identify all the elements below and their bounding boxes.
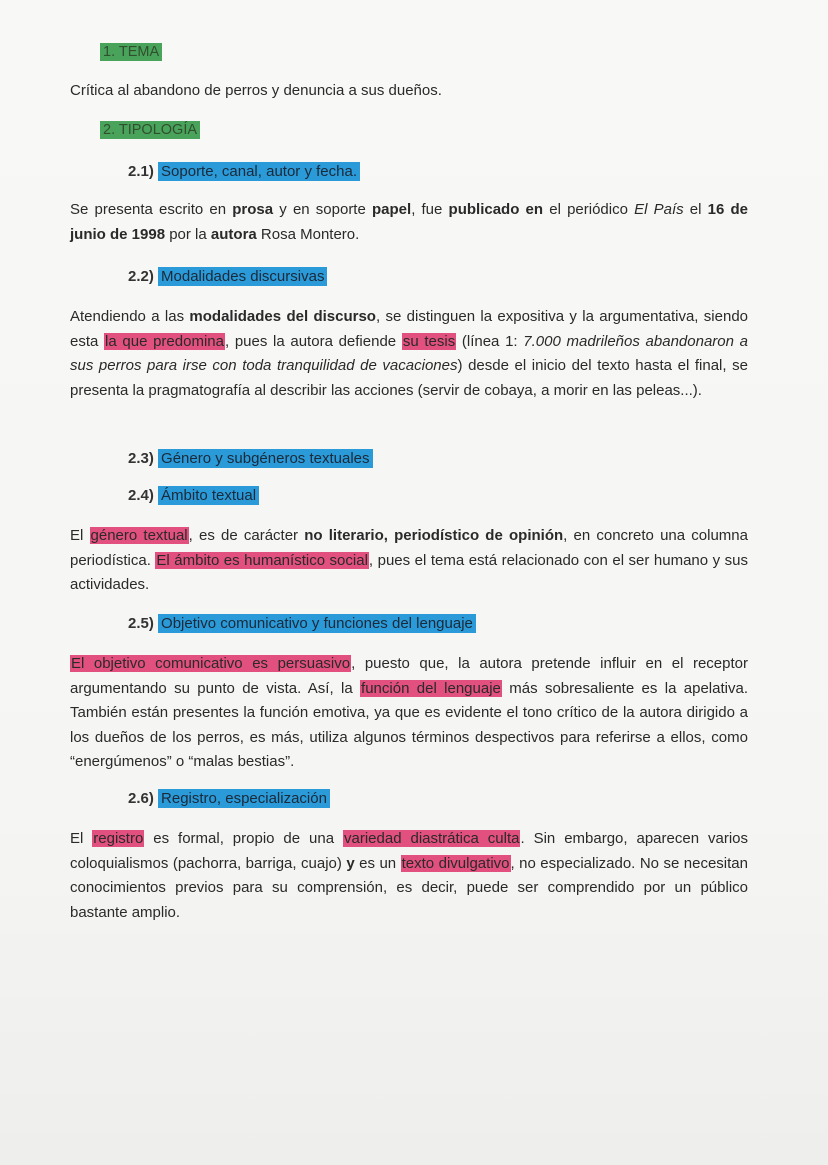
paragraph-2-5: El objetivo comunicativo es persuasivo, puesto que, la autora pretende influir en el receptor argumentando su punto de vista. Así, la función del lenguaje más sobresaliente es la apelativa. También están presentes la función emotiva, ya que es evidente el tono crítico de la autora dirigido a los dueños de los perros, es más, utiliza algunos términos despectivos para referirse a ellos, como “energúmenos” o “malas bestias”. xyxy=(70,655,748,770)
heading-2-6: 2.6) Registro, especialización xyxy=(128,790,330,807)
heading-2-4: 2.4) Ámbito textual xyxy=(128,487,259,504)
paragraph-2-1: Se presenta escrito en prosa y en soporte papel, fue publicado en el periódico El País el 16 de junio de 1998 por la autora Rosa Montero. xyxy=(70,201,749,243)
tema-text: Crítica al abandono de perros y denuncia a sus dueños. xyxy=(70,82,442,99)
heading-2-3: 2.3) Género y subgéneros textuales xyxy=(128,450,373,467)
heading-2-5: 2.5) Objetivo comunicativo y funciones del lenguaje xyxy=(128,615,476,632)
heading-2-2: 2.2) Modalidades discursivas xyxy=(128,268,327,285)
heading-tipologia: 2. TIPOLOGÍA xyxy=(100,122,200,138)
heading-2-1: 2.1) Soporte, canal, autor y fecha. xyxy=(128,163,360,180)
paragraph-2-6: El registro es formal, propio de una variedad diastrática culta. Sin embargo, aparecen varios coloquialismos (pachorra, barriga, cuajo) y es un texto divulgativo, no especializado. No se necesitan conocimientos previos para su comprensión, es decir, puede ser comprendido por un público bastante amplio. xyxy=(70,830,748,921)
paragraph-2-4: El género textual, es de carácter no literario, periodístico de opinión, en concreto una columna periodística. El ámbito es humanístico social, pues el tema está relacionado con el ser humano y sus actividades. xyxy=(70,527,749,593)
heading-tema: 1. TEMA xyxy=(100,44,162,60)
paragraph-2-2: Atendiendo a las modalidades del discurso, se distinguen la expositiva y la argumentativa, siendo esta la que predomina, pues la autora defiende su tesis (línea 1: 7.000 madrileños abandonaron a sus perros para irse con toda tranquilidad de vacaciones) desde el inicio del texto hasta el final, se presenta la pragmatografía al describir las acciones (servir de cobaya, a morir en las peleas...). xyxy=(70,308,749,399)
